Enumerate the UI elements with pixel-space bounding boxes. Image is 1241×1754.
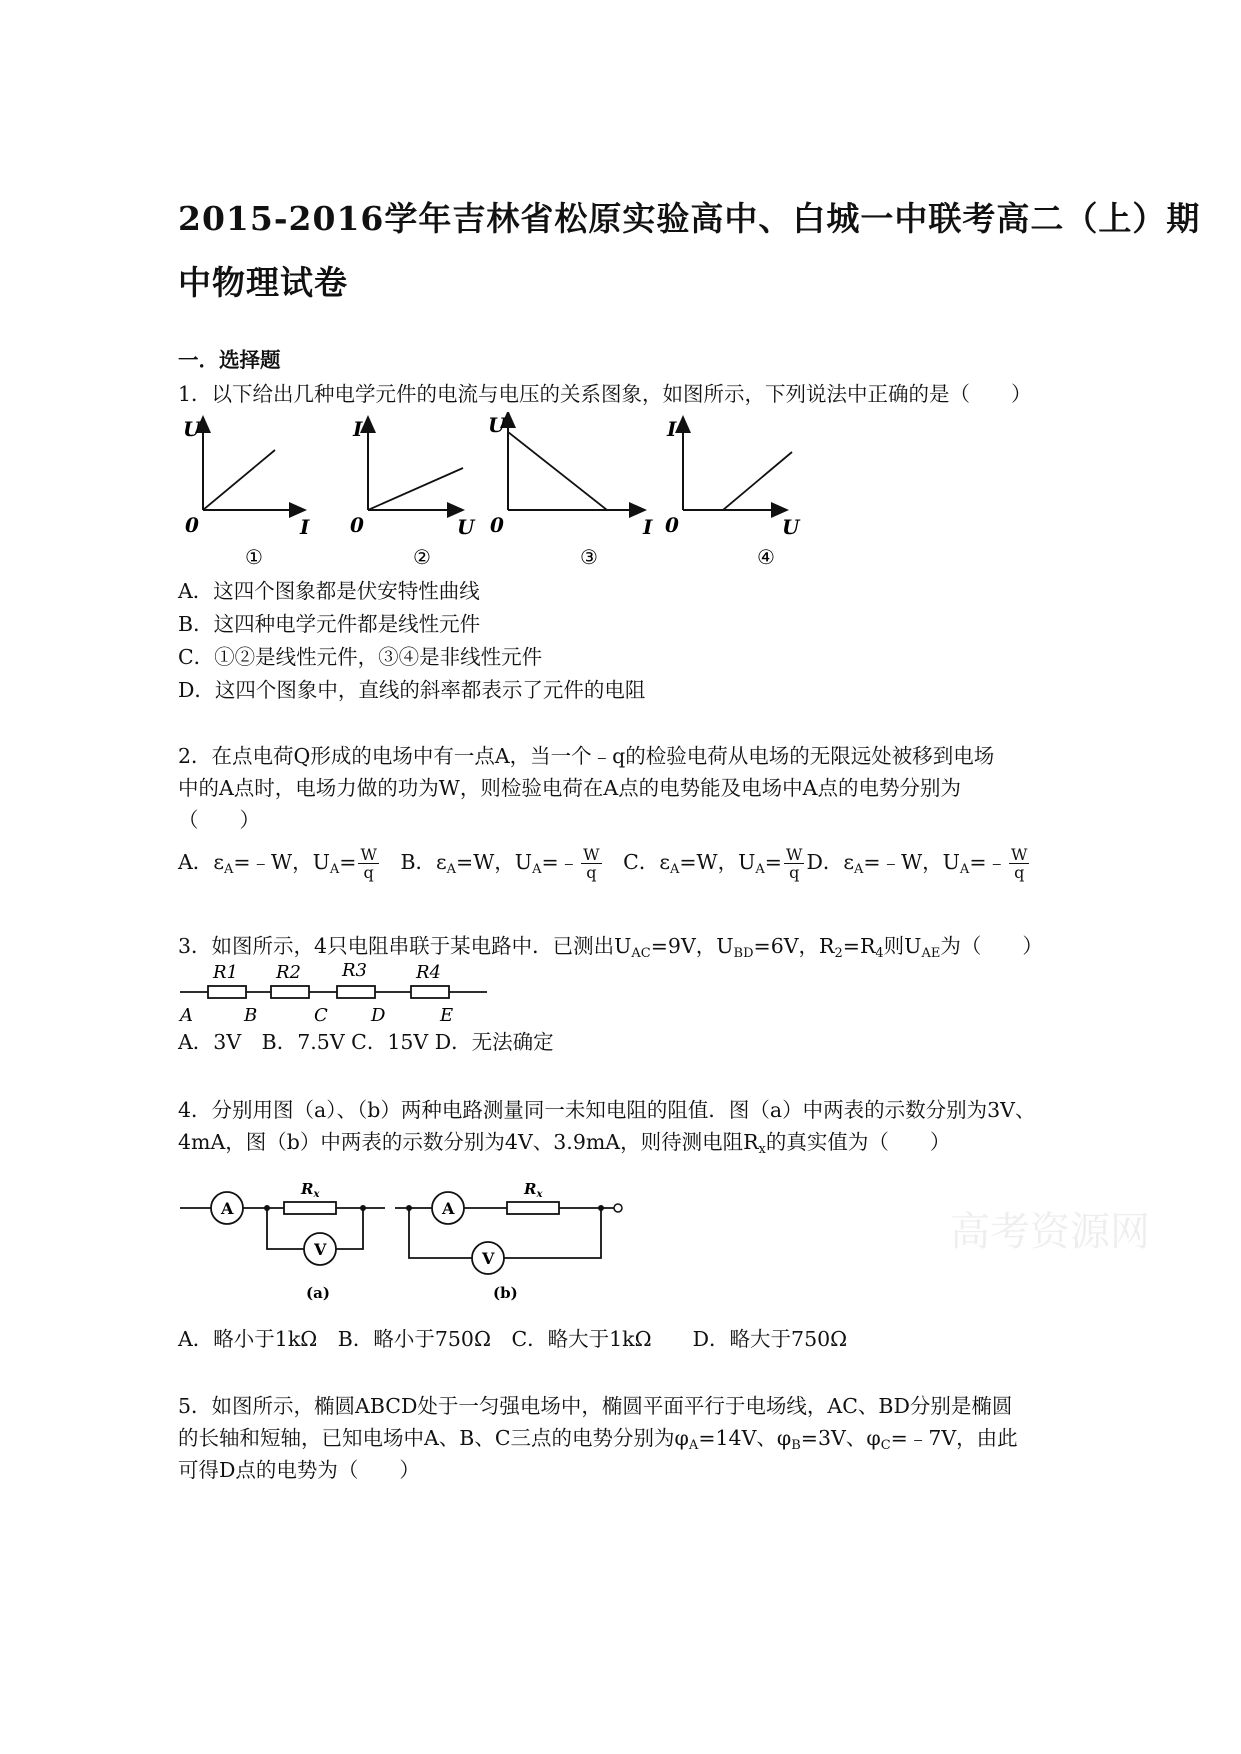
q2-option-b: B．$\varepsilon_A=W$，$U_A=﹣$ $\frac{W}{q}$ (400, 845, 600, 882)
q3-label-r1: R1 (213, 962, 239, 983)
q1-stem: 1．以下给出几种电学元件的电流与电压的关系图象，如图所示，下列说法中正确的是（ ） (178, 382, 1032, 406)
q1-graphs (175, 412, 855, 574)
q1-option-d: D．这四个图象中，直线的斜率都表示了元件的电阻 (178, 678, 646, 702)
svg-text:A: A (442, 1199, 455, 1218)
svg-text:V: V (482, 1249, 495, 1268)
q1-graph-2-xlabel: U (457, 515, 475, 539)
q3-node-a: A (180, 1005, 193, 1026)
q3-label-r2: R2 (276, 962, 302, 983)
q4-b-rx-label: $R_x$ (524, 1180, 543, 1200)
q1-graph-1-label: ① (245, 545, 263, 569)
q1-graph-1-line (203, 450, 275, 510)
q1-graph-1-origin: 0 (185, 513, 199, 537)
q1-graph-3-line (508, 432, 607, 510)
q1-graph-4-label: ④ (757, 545, 775, 569)
q3-node-e: E (440, 1005, 454, 1026)
q4-stem-line2: 4mA，图（b）中两表的示数分别为4V、3.9mA，则待测电阻$R_x$的真实值为（ ） (178, 1130, 951, 1157)
q3-stem: 3．如图所示，4只电阻串联于某电路中．已测出$U_{AC}=9V$，$U_{BD}=6V$，$R_2=R_4$则$U_{AE}$为（ ） (178, 934, 1043, 961)
q1-graph-4-xlabel: U (782, 515, 800, 539)
q4-label-b: (b) (493, 1284, 518, 1302)
q1-graph-2-label: ② (413, 545, 431, 569)
q1-graph-4-line (723, 452, 792, 510)
q4-label-a: (a) (306, 1284, 330, 1302)
q1-option-b: B．这四种电学元件都是线性元件 (178, 612, 481, 636)
q4-circuit-b (395, 1180, 622, 1302)
paper-title-line2: 中物理试卷 (178, 263, 348, 302)
q2-fraction-b: $\frac{W}{q}$ (583, 845, 600, 882)
q3-resistor-r1 (208, 986, 246, 998)
q4-b-rx (507, 1202, 559, 1214)
q4-stem-line1: 4．分别用图（a）、（b）两种电路测量同一未知电阻的阻值．图（a）中两表的示数分别为3V、 (178, 1098, 1036, 1122)
q2-option-a: A．$\varepsilon_A=﹣W$，$U_A=$ $\frac{W}{q}$ (178, 845, 377, 882)
q1-option-a: A．这四个图象都是伏安特性曲线 (178, 579, 480, 603)
q2-fraction-c: $\frac{W}{q}$ (785, 845, 803, 882)
q1-graph-2 (350, 417, 476, 569)
q3-options: A．3V B．7.5V C．15V D．无法确定 (178, 1030, 554, 1054)
q3-resistor-r4 (411, 986, 449, 998)
paper-title-line1: 2015-2016学年吉林省松原实验高中、白城一中联考高二（上）期 (178, 199, 1201, 238)
q1-graph-3-origin: 0 (490, 513, 504, 537)
q3-label-r4: R4 (416, 962, 442, 983)
q1-graph-3-ylabel: U (488, 413, 506, 437)
q3-resistor-r3 (337, 986, 375, 998)
q3-node-b: B (244, 1005, 258, 1026)
q1-graph-1-xlabel: I (300, 515, 310, 539)
q2-options (178, 846, 1031, 884)
q1-graph-4 (665, 417, 801, 569)
svg-text:A: A (221, 1199, 234, 1218)
q3-resistor-r2 (271, 986, 309, 998)
q2-stem-line2: 中的A点时，电场力做的功为W，则检验电荷在A点的电势能及电场中A点的电势分别为 (178, 776, 961, 800)
q3-label-r3: R3 (342, 960, 368, 981)
q1-graph-1-ylabel: U (183, 417, 201, 441)
svg-text:V: V (314, 1240, 327, 1259)
q4-options: A．略小于1kΩ B．略小于750Ω C．略大于1kΩ D．略大于750Ω (178, 1327, 848, 1351)
q1-graph-3-xlabel: I (643, 515, 653, 539)
q2-fraction-a: $\frac{W}{q}$ (360, 845, 377, 882)
q1-graph-3 (488, 412, 653, 569)
q2-fraction-d: $\frac{W}{q}$ (1011, 845, 1028, 882)
q2-option-d: D．$\varepsilon_A=﹣W$，$U_A=﹣$ $\frac{W}{q}$ (806, 845, 1028, 882)
q3-circuit (175, 958, 495, 1026)
q1-graph-1 (183, 417, 310, 569)
q3-node-d: D (371, 1005, 386, 1026)
q2-stem-line1: 2．在点电荷Q形成的电场中有一点A，当一个﹣q的检验电荷从电场的无限远处被移到电场 (178, 744, 995, 768)
q5-stem-line3: 可得D点的电势为（ ） (178, 1458, 420, 1482)
q4-circuit-a (180, 1180, 385, 1302)
q5-stem-line1: 5．如图所示，椭圆ABCD处于一匀强电场中，椭圆平面平行于电场线，AC、BD分别是椭圆 (178, 1394, 1013, 1418)
q1-graph-2-ylabel: I (353, 417, 363, 441)
q4-a-rx (284, 1202, 336, 1214)
q2-option-c: C．$\varepsilon_A=W$，$U_A=$ $\frac{W}{q}$ (623, 845, 803, 882)
q1-graph-4-origin: 0 (665, 513, 679, 537)
q1-graph-4-ylabel: I (667, 417, 677, 441)
q4-a-rx-label: $R_x$ (301, 1180, 320, 1200)
q1-graph-3-label: ③ (580, 545, 598, 569)
q1-option-c: C．①②是线性元件，③④是非线性元件 (178, 645, 543, 669)
q5-stem-line2: 的长轴和短轴，已知电场中A、B、C三点的电势分别为$\varphi_A=14V$、$\varphi_B=3V$、$\varphi_C=﹣7V$，由此 (178, 1426, 1018, 1453)
q1-graph-2-origin: 0 (350, 513, 364, 537)
q4-circuits (175, 1172, 635, 1312)
q1-graph-2-line (368, 468, 463, 510)
watermark: 高考资源网 (950, 1209, 1150, 1255)
section-heading: 一．选择题 (178, 348, 281, 372)
q3-node-c: C (314, 1005, 328, 1026)
q2-stem-line3: （ ） (178, 808, 260, 832)
